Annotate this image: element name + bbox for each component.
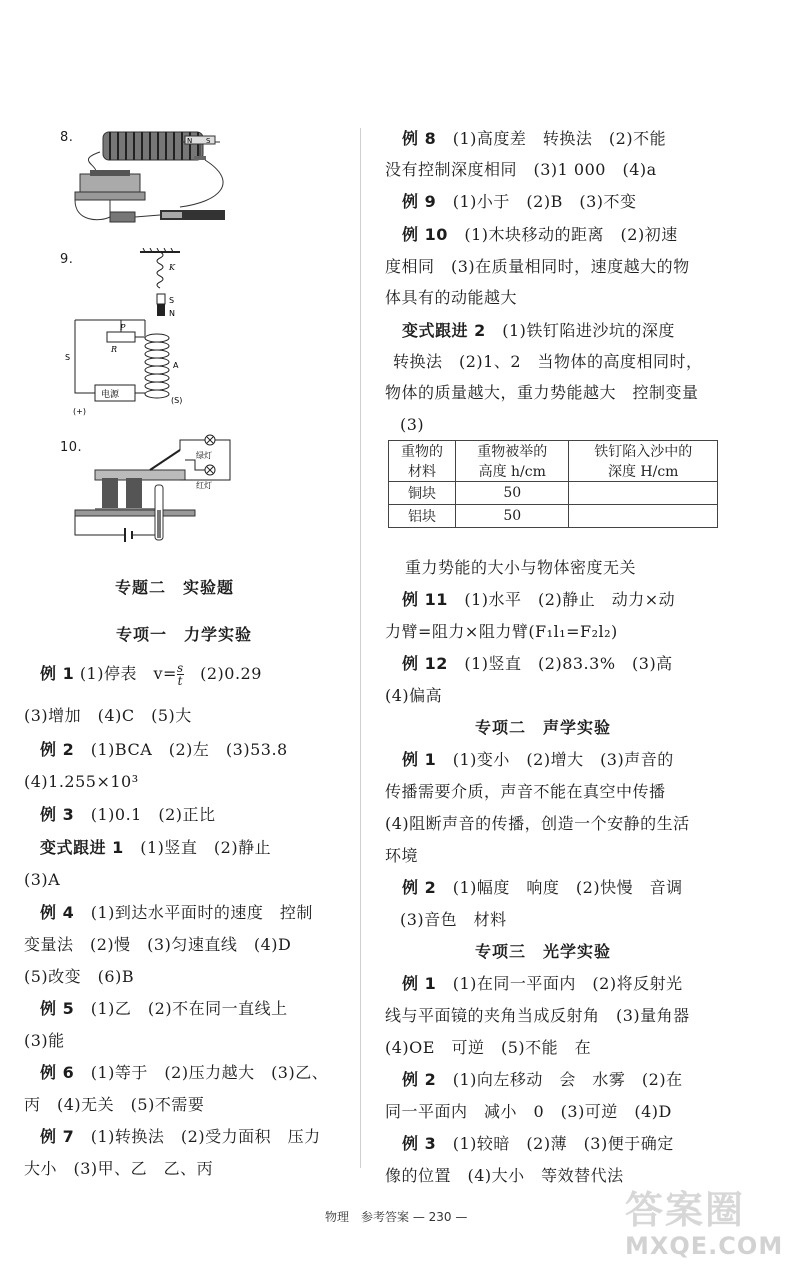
figure-8-circuit (70, 122, 250, 237)
example-label: 例 9 (402, 192, 437, 211)
answer-text: (3) (400, 415, 425, 434)
answer-text: (1)变小 (2)增大 (3)声音的 (452, 750, 674, 769)
answer-text: (1)等于 (2)压力越大 (3)乙、 (90, 1063, 329, 1082)
answer-line (402, 225, 678, 245)
answer-line (40, 999, 288, 1019)
table-header-cell (389, 441, 456, 482)
experiment-table (388, 440, 718, 528)
answer-text: (3)增加 (4)C (5)大 (24, 706, 192, 725)
example-label: 例 12 (402, 654, 448, 673)
answer-text: (1)转换法 (2)受力面积 压力 (90, 1127, 321, 1146)
answer-text: (1)较暗 (2)薄 (3)便于确定 (452, 1134, 674, 1153)
answer-text: (3)能 (24, 1031, 65, 1050)
answer-line (24, 967, 134, 987)
answer-text: (1)小于 (2)B (3)不变 (452, 192, 637, 211)
answer-line (40, 740, 288, 760)
page-footer (325, 1208, 467, 1225)
table-row (389, 482, 718, 505)
example-label: 例 11 (402, 590, 448, 609)
answer-line (402, 1134, 674, 1154)
answer-line (385, 1006, 690, 1026)
answer-text: (1)铁钉陷进沙坑的深度 (502, 321, 675, 340)
answer-line (385, 257, 690, 277)
answer-line (402, 321, 675, 341)
answer-line (40, 1063, 328, 1083)
fig9-switch-text: S (65, 353, 71, 362)
answer-text: (3)A (24, 870, 61, 889)
answer-line (40, 805, 216, 825)
answer-line (24, 870, 60, 890)
fig9-r-text: R (111, 345, 118, 354)
column-divider (360, 128, 361, 1168)
answer-line (385, 846, 418, 866)
example-label: 例 2 (402, 878, 437, 897)
fraction-numerator: s (176, 661, 184, 675)
answer-line (402, 590, 675, 610)
answer-line (393, 352, 703, 372)
figure-10-label: 10. (60, 440, 83, 455)
answer-text: 没有控制深度相同 (3)1 000 (4)a (385, 160, 657, 179)
fraction (177, 662, 184, 687)
table-header-row (389, 441, 718, 482)
table-header-cell (456, 441, 569, 482)
fig9-n-text: N (169, 309, 175, 318)
example-label: 例 1 (40, 664, 75, 683)
figure-9-circuit (65, 248, 195, 418)
answer-line (24, 1095, 204, 1115)
answer-line (385, 1038, 591, 1058)
table-cell: 50 (456, 482, 569, 505)
answer-text: 同一平面内 减小 0 (3)可逆 (4)D (385, 1102, 672, 1121)
answer-text: 物体的质量越大，重力势能越大 控制变量 (385, 383, 699, 402)
example-label: 例 3 (40, 805, 75, 824)
fig10-green-text: 绿灯 (196, 451, 212, 460)
figure-10-relay (70, 430, 240, 545)
answer-text: (1)到达水平面时的速度 控制 (90, 903, 313, 922)
answer-text: (4)偏高 (385, 686, 443, 705)
svg-text:S: S (206, 137, 211, 145)
answer-text: 大小 (3)甲、乙 乙、丙 (24, 1159, 214, 1178)
example-label: 例 6 (40, 1063, 75, 1082)
answer-line (40, 903, 313, 923)
answer-text: (4)阻断声音的传播，创造一个安静的生活 (385, 814, 690, 833)
answer-line (385, 160, 657, 180)
answer-line (402, 192, 637, 212)
answer-line (385, 383, 699, 403)
example-label: 例 3 (402, 1134, 437, 1153)
table-header-cell (569, 441, 718, 482)
example-label: 变式跟进 1 (40, 838, 124, 857)
watermark-url: MXQE.COM (625, 1232, 784, 1260)
answer-text: 力臂=阻力×阻力臂(F₁l₁=F₂l₂) (385, 622, 618, 641)
answer-text: (1)BCA (2)左 (3)53.8 (90, 740, 288, 759)
table-cell (569, 505, 718, 528)
answer-text: (1)0.1 (2)正比 (90, 805, 216, 824)
answer-text: 体具有的动能越大 (385, 288, 518, 307)
answer-line (400, 415, 424, 435)
answer-line (402, 654, 673, 674)
header-line: 材料 (408, 464, 437, 480)
answer-line (402, 750, 674, 770)
fig9-p-text: P (120, 323, 126, 332)
answer-line (24, 706, 192, 726)
answer-text: 丙 (4)无关 (5)不需要 (24, 1095, 205, 1114)
table-cell: 铝块 (389, 505, 456, 528)
fig9-s-bottom-text: (S) (171, 396, 183, 405)
fig10-red-text: 红灯 (196, 481, 212, 490)
footer-subject: 物理 参考答案 (325, 1210, 410, 1224)
answer-line (24, 935, 291, 955)
header-line: 重物被举的 (477, 444, 548, 460)
answer-line (385, 288, 517, 308)
fig9-k-text: K (169, 263, 175, 272)
answer-text: 变量法 (2)慢 (3)匀速直线 (4)D (24, 935, 292, 954)
answer-line (24, 1031, 65, 1051)
header-line: 深度 H/cm (607, 464, 679, 480)
topic-title: 专题二 实验题 (115, 578, 235, 597)
answer-line (402, 878, 683, 898)
fig9-a-text: A (173, 361, 179, 370)
answer-line (402, 129, 666, 149)
page-number: — 230 — (412, 1210, 468, 1224)
answer-text: 传播需要介质，声音不能在真空中传播 (385, 782, 666, 801)
header-line: 高度 h/cm (478, 464, 546, 480)
answer-text: (1)高度差 转换法 (2)不能 (452, 129, 667, 148)
answer-text: (1)停表 v= (79, 664, 177, 683)
table-cell (569, 482, 718, 505)
answer-line (40, 838, 271, 858)
answer-text: (1)乙 (2)不在同一直线上 (90, 999, 288, 1018)
answer-line (40, 1127, 321, 1147)
fraction-denominator: t (177, 674, 183, 688)
answer-text: 重力势能的大小与物体密度无关 (405, 558, 637, 577)
example-label: 例 2 (402, 1070, 437, 1089)
answer-line (385, 782, 666, 802)
answer-text: (1)木块移动的距离 (2)初速 (464, 225, 678, 244)
example-label: 例 2 (40, 740, 75, 759)
table-row (389, 505, 718, 528)
answer-text: (4)OE 可逆 (5)不能 在 (385, 1038, 592, 1057)
answer-text: 转换法 (2)1、2 当物体的高度相同时， (393, 352, 703, 371)
example-label: 例 1 (402, 750, 437, 769)
fig9-plus-text: (+) (73, 407, 86, 416)
answer-text: (1)竖直 (2)静止 (140, 838, 272, 857)
answer-text: (1)竖直 (2)83.3% (3)高 (464, 654, 673, 673)
answer-line (405, 558, 636, 578)
watermark-logo (625, 1188, 795, 1278)
example-label: 例 5 (40, 999, 75, 1018)
fig9-power-text: 电源 (101, 390, 120, 400)
section3-title: 专项三 光学实验 (475, 942, 612, 961)
answer-text: 线与平面镜的夹角当成反射角 (3)量角器 (385, 1006, 690, 1025)
answer-text: 环境 (385, 846, 419, 865)
fig9-s-text: S (169, 296, 175, 305)
header-line: 重物的 (401, 444, 444, 460)
answer-text: (5)改变 (6)B (24, 967, 135, 986)
example-label: 例 4 (40, 903, 75, 922)
answer-line (24, 772, 139, 792)
watermark-title: 答案圈 (625, 1188, 746, 1232)
answer-line (40, 662, 262, 687)
answer-text: (1)幅度 响度 (2)快慢 音调 (452, 878, 683, 897)
answer-text: (1)水平 (2)静止 动力×动 (464, 590, 676, 609)
answer-text: 像的位置 (4)大小 等效替代法 (385, 1166, 624, 1185)
answer-line (400, 910, 507, 930)
table-cell: 铜块 (389, 482, 456, 505)
answer-line (385, 1102, 672, 1122)
figure-9-label: 9. (60, 252, 74, 267)
answer-line (385, 686, 442, 706)
answer-text: (1)在同一平面内 (2)将反射光 (452, 974, 683, 993)
answer-text: 度相同 (3)在质量相同时，速度越大的物 (385, 257, 690, 276)
header-line: 铁钉陷入沙中的 (594, 444, 693, 460)
example-label: 例 1 (402, 974, 437, 993)
example-label: 例 10 (402, 225, 448, 244)
answer-line (24, 1159, 213, 1179)
section1-title: 专项一 力学实验 (116, 625, 253, 644)
svg-text:N: N (187, 137, 193, 145)
answer-line (385, 1166, 624, 1186)
answer-line (402, 1070, 683, 1090)
example-label: 例 7 (40, 1127, 75, 1146)
answer-text: (2)0.29 (183, 664, 262, 683)
answer-line (385, 814, 690, 834)
section2-title: 专项二 声学实验 (475, 718, 612, 737)
example-label: 变式跟进 2 (402, 321, 486, 340)
example-label: 例 8 (402, 129, 437, 148)
answer-text: (1)向左移动 会 水雾 (2)在 (452, 1070, 683, 1089)
answer-text: (3)音色 材料 (400, 910, 507, 929)
figure-8-label: 8. (60, 130, 74, 145)
answer-line (402, 974, 683, 994)
table-cell: 50 (456, 505, 569, 528)
answer-line (385, 622, 618, 642)
answer-text: (4)1.255×10³ (24, 772, 139, 791)
